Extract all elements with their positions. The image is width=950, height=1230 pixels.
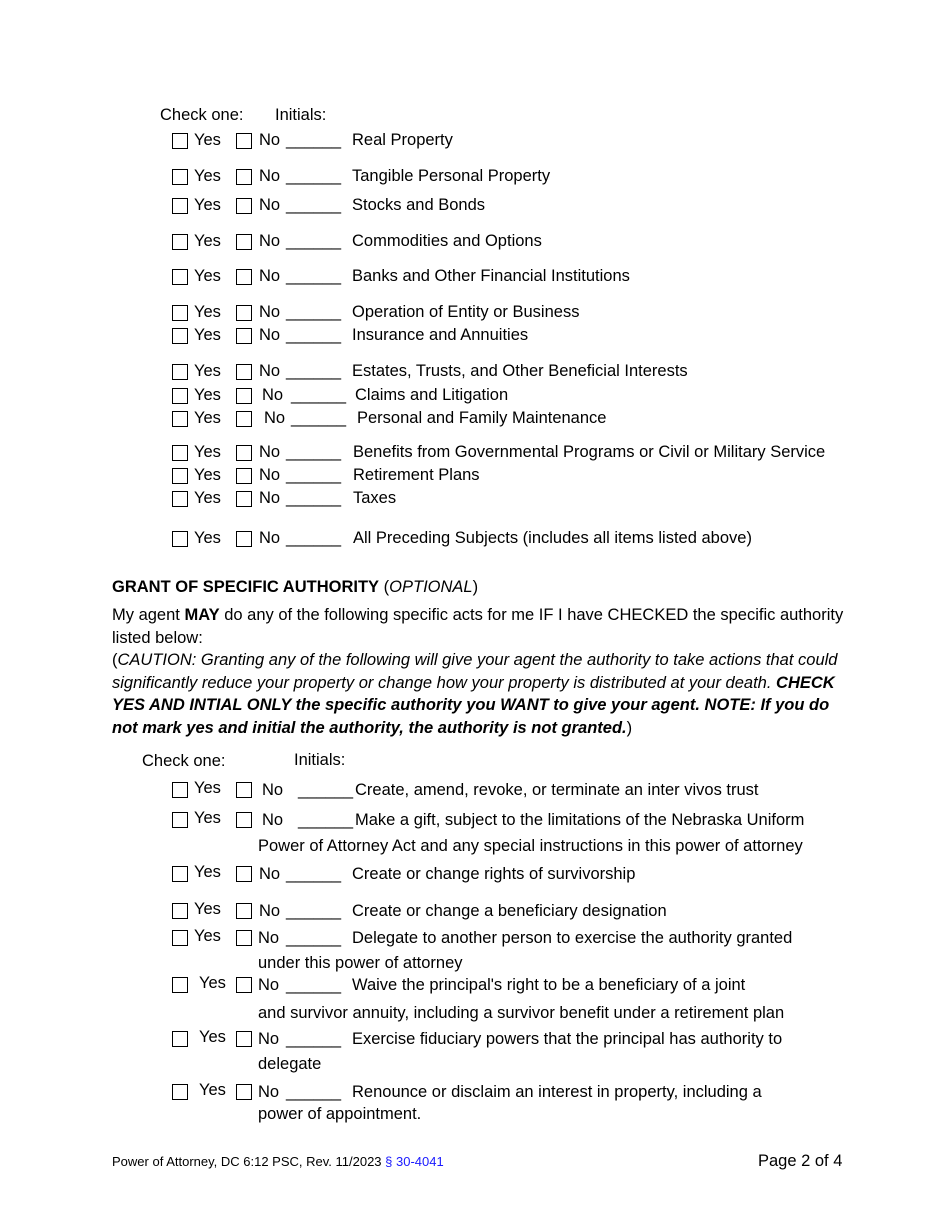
- yes-checkbox[interactable]: [172, 269, 188, 285]
- initials-blank[interactable]: ______: [286, 529, 342, 547]
- yes-label: Yes: [194, 131, 221, 149]
- authority-label: Claims and Litigation: [355, 386, 509, 404]
- initials-blank[interactable]: ______: [286, 267, 342, 285]
- no-label: No: [259, 902, 281, 920]
- caution-paragraph: (CAUTION: Granting any of the following will give your agent the authority to take actions that could significantly reduce your property or change how your property is distributed at your death. CHECK YES AND INTIAL ONLY the specific authority you WANT to give your agent. NOTE: If you do not mark yes and initial the authority, the authority is not granted.): [112, 651, 838, 737]
- authority-label-continued: delegate: [258, 1055, 322, 1073]
- yes-checkbox[interactable]: [172, 812, 188, 828]
- initials-blank[interactable]: ______: [286, 1083, 342, 1101]
- no-checkbox[interactable]: [236, 364, 252, 380]
- authority-label: Tangible Personal Property: [352, 167, 551, 185]
- no-checkbox[interactable]: [236, 531, 252, 547]
- initials-blank[interactable]: ______: [286, 865, 342, 883]
- no-checkbox[interactable]: [236, 977, 252, 993]
- yes-checkbox[interactable]: [172, 411, 188, 427]
- authority-label: Renounce or disclaim an interest in property, including a: [352, 1083, 762, 1101]
- initials-blank[interactable]: ______: [286, 303, 342, 321]
- no-label: No: [259, 232, 281, 250]
- yes-checkbox[interactable]: [172, 388, 188, 404]
- no-checkbox[interactable]: [236, 411, 252, 427]
- grant-intro: My agent MAY do any of the following specific acts for me IF I have CHECKED the specific authority listed below:: [112, 606, 844, 647]
- no-checkbox[interactable]: [236, 269, 252, 285]
- grant-heading-optional: OPTIONAL: [389, 578, 473, 596]
- no-label: No: [259, 267, 281, 285]
- no-label: No: [259, 131, 281, 149]
- initials-blank[interactable]: ______: [291, 386, 347, 404]
- yes-label: Yes: [194, 303, 221, 321]
- authority-label: Retirement Plans: [353, 466, 480, 484]
- no-label: No: [258, 1030, 280, 1048]
- grant-heading: GRANT OF SPECIFIC AUTHORITY (OPTIONAL): [112, 578, 479, 596]
- yes-checkbox[interactable]: [172, 866, 188, 882]
- yes-checkbox[interactable]: [172, 1031, 188, 1047]
- initials-blank[interactable]: ______: [286, 131, 342, 149]
- yes-checkbox[interactable]: [172, 234, 188, 250]
- yes-checkbox[interactable]: [172, 445, 188, 461]
- no-checkbox[interactable]: [236, 445, 252, 461]
- initials-blank[interactable]: ______: [286, 362, 342, 380]
- yes-checkbox[interactable]: [172, 328, 188, 344]
- initials-label: Initials:: [275, 106, 327, 124]
- yes-label: Yes: [194, 779, 221, 797]
- yes-label: Yes: [194, 900, 221, 918]
- no-checkbox[interactable]: [236, 388, 252, 404]
- no-label: No: [262, 811, 284, 829]
- no-label: No: [259, 529, 281, 547]
- authority-label-continued: and survivor annuity, including a survivor benefit under a retirement plan: [258, 1004, 785, 1022]
- authority-label-continued: Power of Attorney Act and any special instructions in this power of attorney: [258, 837, 803, 855]
- no-checkbox[interactable]: [236, 1084, 252, 1100]
- initials-blank[interactable]: ______: [291, 409, 347, 427]
- authority-label: Benefits from Governmental Programs or Civil or Military Service: [353, 443, 826, 461]
- yes-checkbox[interactable]: [172, 1084, 188, 1100]
- yes-label: Yes: [194, 443, 221, 461]
- initials-blank[interactable]: ______: [286, 1030, 342, 1048]
- caution-instruction: CHECK YES AND INTIAL ONLY the specific authority you WANT to give your agent. NOTE: If you do not mark yes and initial the authority, the authority is not granted.: [112, 673, 835, 737]
- initials-blank[interactable]: ______: [286, 489, 342, 507]
- yes-label: Yes: [199, 1081, 226, 1099]
- yes-checkbox[interactable]: [172, 133, 188, 149]
- no-label: No: [259, 303, 281, 321]
- yes-checkbox[interactable]: [172, 977, 188, 993]
- initials-blank[interactable]: ______: [286, 902, 342, 920]
- yes-label: Yes: [194, 267, 221, 285]
- authority-label: Estates, Trusts, and Other Beneficial Interests: [352, 362, 688, 380]
- authority-label-continued: power of appointment.: [258, 1105, 422, 1123]
- initials-blank[interactable]: ______: [286, 929, 342, 947]
- yes-checkbox[interactable]: [172, 468, 188, 484]
- grant-check-one-label: Check one:: [142, 752, 226, 770]
- yes-label: Yes: [194, 927, 221, 945]
- yes-label: Yes: [194, 466, 221, 484]
- authority-label: Waive the principal's right to be a beneficiary of a joint: [352, 976, 746, 994]
- authority-label: Personal and Family Maintenance: [357, 409, 607, 427]
- no-checkbox[interactable]: [236, 133, 252, 149]
- no-checkbox[interactable]: [236, 169, 252, 185]
- yes-checkbox[interactable]: [172, 903, 188, 919]
- yes-checkbox[interactable]: [172, 782, 188, 798]
- yes-checkbox[interactable]: [172, 198, 188, 214]
- authority-label-continued: under this power of attorney: [258, 954, 463, 972]
- statute-link[interactable]: § 30-4041: [385, 1154, 444, 1169]
- authority-label: Make a gift, subject to the limitations of the Nebraska Uniform: [355, 811, 805, 829]
- no-checkbox[interactable]: [236, 930, 252, 946]
- no-checkbox[interactable]: [236, 812, 252, 828]
- no-checkbox[interactable]: [236, 903, 252, 919]
- authority-label: All Preceding Subjects (includes all items listed above): [353, 529, 752, 547]
- initials-blank[interactable]: ______: [286, 167, 342, 185]
- yes-checkbox[interactable]: [172, 305, 188, 321]
- no-checkbox[interactable]: [236, 328, 252, 344]
- initials-blank[interactable]: ______: [298, 781, 354, 799]
- authority-label: Create, amend, revoke, or terminate an inter vivos trust: [355, 781, 759, 799]
- yes-label: Yes: [194, 326, 221, 344]
- no-label: No: [259, 466, 281, 484]
- initials-blank[interactable]: ______: [286, 232, 342, 250]
- initials-blank[interactable]: ______: [286, 976, 342, 994]
- authority-label: Taxes: [353, 489, 397, 507]
- authority-label: Stocks and Bonds: [352, 196, 485, 214]
- yes-label: Yes: [194, 489, 221, 507]
- no-label: No: [259, 167, 281, 185]
- caution-text: CAUTION: Granting any of the following will give your agent the authority to take actions that could significantly reduce your property or change how your property is distributed at your death.: [112, 651, 838, 692]
- initials-blank[interactable]: ______: [286, 196, 342, 214]
- no-label: No: [259, 489, 281, 507]
- yes-label: Yes: [194, 863, 221, 881]
- footer-form-id: Power of Attorney, DC 6:12 PSC, Rev. 11/2023 § 30-4041: [112, 1154, 444, 1169]
- no-checkbox[interactable]: [236, 782, 252, 798]
- yes-checkbox[interactable]: [172, 491, 188, 507]
- yes-label: Yes: [194, 167, 221, 185]
- no-label: No: [262, 386, 284, 404]
- yes-label: Yes: [194, 362, 221, 380]
- yes-label: Yes: [199, 974, 226, 992]
- authority-label: Create or change a beneficiary designation: [352, 902, 667, 920]
- no-checkbox[interactable]: [236, 491, 252, 507]
- no-label: No: [258, 1083, 280, 1101]
- no-label: No: [258, 929, 280, 947]
- authority-label: Commodities and Options: [352, 232, 542, 250]
- yes-checkbox[interactable]: [172, 531, 188, 547]
- yes-checkbox[interactable]: [172, 364, 188, 380]
- yes-label: Yes: [194, 529, 221, 547]
- yes-label: Yes: [194, 409, 221, 427]
- no-label: No: [259, 196, 281, 214]
- yes-label: Yes: [194, 196, 221, 214]
- no-label: No: [258, 976, 280, 994]
- no-label: No: [259, 865, 281, 883]
- no-checkbox[interactable]: [236, 305, 252, 321]
- no-label: No: [259, 362, 281, 380]
- check-one-label: Check one:: [160, 106, 244, 124]
- yes-label: Yes: [194, 809, 221, 827]
- no-label: No: [259, 443, 281, 461]
- no-checkbox[interactable]: [236, 1031, 252, 1047]
- grant-initials-label: Initials:: [294, 751, 346, 769]
- initials-blank[interactable]: ______: [286, 443, 342, 461]
- no-checkbox[interactable]: [236, 468, 252, 484]
- yes-label: Yes: [194, 386, 221, 404]
- authority-label: Insurance and Annuities: [352, 326, 529, 344]
- yes-label: Yes: [199, 1028, 226, 1046]
- authority-label: Operation of Entity or Business: [352, 303, 580, 321]
- initials-blank[interactable]: ______: [286, 326, 342, 344]
- authority-label: Delegate to another person to exercise the authority granted: [352, 929, 793, 947]
- no-checkbox[interactable]: [236, 234, 252, 250]
- no-label: No: [262, 781, 284, 799]
- page-number: Page 2 of 4: [758, 1152, 843, 1170]
- initials-blank[interactable]: ______: [286, 466, 342, 484]
- authority-label: Banks and Other Financial Institutions: [352, 267, 630, 285]
- no-checkbox[interactable]: [236, 866, 252, 882]
- authority-label: Real Property: [352, 131, 453, 149]
- no-label: No: [259, 326, 281, 344]
- yes-checkbox[interactable]: [172, 930, 188, 946]
- no-label: No: [264, 409, 286, 427]
- initials-blank[interactable]: ______: [298, 811, 354, 829]
- yes-checkbox[interactable]: [172, 169, 188, 185]
- authority-label: Exercise fiduciary powers that the principal has authority to: [352, 1030, 783, 1048]
- no-checkbox[interactable]: [236, 198, 252, 214]
- yes-label: Yes: [194, 232, 221, 250]
- grant-heading-title: GRANT OF SPECIFIC AUTHORITY: [112, 578, 380, 596]
- authority-label: Create or change rights of survivorship: [352, 865, 636, 883]
